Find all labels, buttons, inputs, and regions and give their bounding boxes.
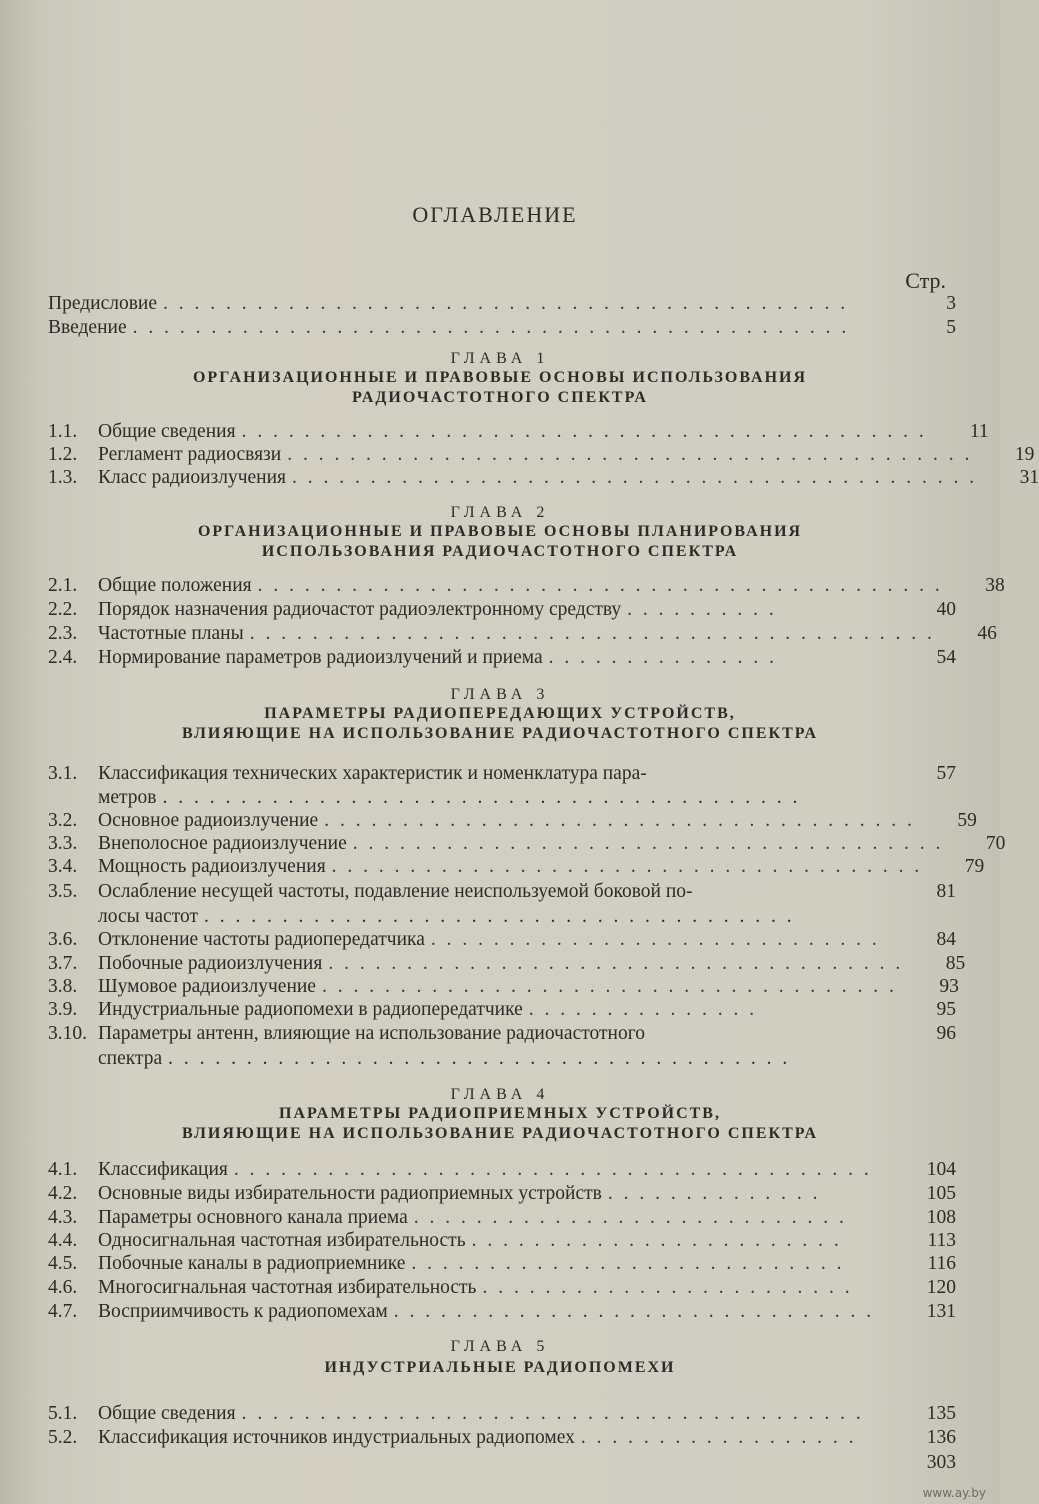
entry-number: 4.3.	[48, 1207, 78, 1228]
entry-number: 3.4.	[48, 856, 78, 877]
leader-dots: . . . . . . . . . . . . . . . . . . . . . . . . . . . . . . . . . . . . . . . . . . . .	[241, 421, 927, 442]
entry-number: 2.2.	[48, 599, 78, 620]
toc-entry[interactable]	[48, 880, 956, 904]
entry-text: Односигнальная частотная избирательность	[98, 1230, 466, 1251]
entry-number: 3.7.	[48, 953, 78, 974]
entry-page: 108	[926, 1207, 956, 1228]
toc-entry[interactable]	[48, 1229, 956, 1253]
entry-number: 4.1.	[48, 1159, 78, 1180]
last-page-number: 303	[926, 1452, 956, 1473]
toc-entry-continuation	[98, 1047, 956, 1071]
entry-number: 3.2.	[48, 810, 78, 831]
chapter-label: ГЛАВА 1	[450, 350, 550, 367]
entry-text: Восприимчивость к радиопомехам	[98, 1301, 388, 1322]
entry-page: 113	[927, 1230, 956, 1251]
leader-dots: . . . . . . . . . . . . . . . . . . . . . . . . . . . .	[413, 1207, 847, 1228]
entry-text: Шумовое радиоизлучение	[98, 976, 316, 997]
leader-dots: . . . . . . . . . . . . . . . . . . . . . . . . . . . .	[411, 1253, 845, 1274]
chapter-label: ГЛАВА 2	[450, 504, 550, 521]
leader-dots: . . . . . . . . . . . . . . . . . . . . . . . . . . . . . . . . . . . . .	[328, 953, 904, 974]
entry-number: 3.8.	[48, 976, 78, 997]
toc-entry[interactable]	[48, 1158, 956, 1182]
leader-dots: . . . . . . . . . . . . . . . . . .	[580, 1427, 857, 1448]
toc-entry[interactable]	[48, 1300, 956, 1324]
entry-text: Многосигнальная частотная избирательность	[98, 1277, 477, 1298]
toc-entry[interactable]	[48, 1022, 956, 1046]
leader-dots: . . . . . . . . . . . . . . . . . . . . . . . . . . . . . . . . . . . . .	[321, 976, 897, 997]
entry-text: Параметры антенн, влияющие на использование радиочастотного	[98, 1023, 645, 1044]
toc-entry[interactable]	[48, 1206, 956, 1230]
entry-text: Введение	[48, 317, 127, 338]
leader-dots: . . . . . . . . . . . . . . .	[548, 647, 777, 668]
chapter-title: ОРГАНИЗАЦИОННЫЕ И ПРАВОВЫЕ ОСНОВЫ ИСПОЛЬЗОВАНИЯ	[192, 369, 808, 386]
leader-dots: . . . . . . . . . . . . . .	[607, 1183, 821, 1204]
entry-page: 120	[926, 1277, 956, 1298]
chapter-title: ПАРАМЕТРЫ РАДИОПЕРЕДАЮЩИХ УСТРОЙСТВ,	[264, 705, 736, 722]
entry-number: 1.3.	[48, 467, 78, 488]
toc-entry[interactable]	[48, 1182, 956, 1206]
entry-page: 40	[936, 599, 956, 620]
entry-number: 2.1.	[48, 575, 78, 596]
leader-dots: . . . . . . . . . .	[627, 599, 777, 620]
leader-dots: . . . . . . . . . . . . . . .	[528, 999, 758, 1020]
toc-entry[interactable]	[48, 855, 985, 879]
toc-entry[interactable]	[48, 1252, 956, 1276]
leader-dots: . . . . . . . . . . . . . . . . . . . . . . . . . . . . . . . . . . . . . . . . .	[233, 1159, 872, 1180]
entry-page: 70	[985, 833, 1006, 854]
entry-text: Общие положения	[98, 575, 252, 596]
chapter-label: ГЛАВА 4	[450, 1086, 550, 1103]
entry-text: Побочные каналы в радиоприемнике	[98, 1253, 406, 1274]
leader-dots: . . . . . . . . . . . . . . . . . . . . . . . .	[482, 1277, 853, 1298]
entry-page: 96	[936, 1023, 956, 1044]
entry-page: 3	[946, 293, 956, 314]
leader-dots: . . . . . . . . . . . . . . . . . . . . . . . .	[471, 1230, 842, 1251]
leader-dots: . . . . . . . . . . . . . . . . . . . . . . . . . . . . . . . . . . . . . .	[352, 833, 944, 854]
entry-text: Классификация технических характеристик и номенклатура пара-	[98, 763, 647, 784]
toc-entry[interactable]	[48, 1402, 956, 1426]
entry-text: Отклонение частоты радиопередатчика	[98, 929, 425, 950]
entry-number: 2.3.	[48, 623, 78, 644]
chapter-title: РАДИОЧАСТОТНОГО СПЕКТРА	[352, 389, 648, 406]
toc-entry[interactable]	[48, 975, 959, 999]
entry-text: Регламент радиосвязи	[98, 444, 282, 465]
toc-entry[interactable]	[48, 998, 956, 1022]
entry-text: Основные виды избирательности радиоприемных устройств	[98, 1183, 602, 1204]
entry-number: 3.6.	[48, 929, 78, 950]
entry-page: 57	[936, 763, 956, 784]
entry-text-cont: метров	[98, 787, 157, 808]
entry-page: 104	[926, 1159, 956, 1180]
entry-text: Класс радиоизлучения	[98, 467, 287, 488]
chapter-title: ПАРАМЕТРЫ РАДИОПРИЕМНЫХ УСТРОЙСТВ,	[279, 1105, 721, 1122]
entry-number: 4.7.	[48, 1301, 78, 1322]
entry-text: Параметры основного канала приема	[98, 1207, 408, 1228]
leader-dots: . . . . . . . . . . . . . . . . . . . . . . . . . . . . . . . . . . . . . . . . . . . . . .	[132, 317, 850, 338]
entry-text: Частотные планы	[98, 623, 244, 644]
entry-page: 93	[939, 976, 959, 997]
toc-entry[interactable]	[48, 443, 1035, 467]
entry-page: 116	[927, 1253, 956, 1274]
toc-entry[interactable]	[48, 1426, 956, 1450]
entry-page: 81	[936, 881, 956, 902]
toc-entry[interactable]	[48, 1276, 956, 1300]
toc-entry[interactable]	[48, 646, 956, 670]
entry-text-cont: лосы частот	[98, 906, 198, 927]
toc-entry-preface[interactable]	[48, 292, 956, 316]
entry-page: 31	[1019, 467, 1039, 488]
leader-dots: . . . . . . . . . . . . . . . . . . . . . . . . . . . . . . . . . . . . . . . .	[168, 1048, 791, 1069]
entry-number: 5.1.	[48, 1403, 78, 1424]
chapter-label: ГЛАВА 5	[450, 1338, 550, 1355]
entry-page: 38	[985, 575, 1005, 596]
entry-number: 2.4.	[48, 647, 78, 668]
entry-text: Классификация	[98, 1159, 228, 1180]
entry-page: 59	[957, 810, 977, 831]
entry-text: Общие сведения	[98, 421, 236, 442]
entry-page: 85	[945, 953, 966, 974]
toc-entry[interactable]	[48, 809, 977, 833]
chapter-title: ВЛИЯЮЩИЕ НА ИСПОЛЬЗОВАНИЕ РАДИОЧАСТОТНОГО СПЕКТРА	[181, 1125, 819, 1142]
chapter-label: ГЛАВА 3	[450, 686, 550, 703]
leader-dots: . . . . . . . . . . . . . . . . . . . . . . . . . . . . . . . . . . . . . . . .	[241, 1403, 864, 1424]
entry-text: Побочные радиоизлучения	[98, 953, 323, 974]
entry-page: 131	[926, 1301, 956, 1322]
entry-number: 1.2.	[48, 444, 78, 465]
toc-entry[interactable]	[48, 466, 1039, 490]
leader-dots: . . . . . . . . . . . . . . . . . . . . . . . . . . . . . . . . . . . . . . . . .	[162, 787, 801, 808]
leader-dots: . . . . . . . . . . . . . . . . . . . . . . . . . . . . . . .	[393, 1301, 875, 1322]
entry-page: 135	[926, 1403, 956, 1424]
leader-dots: . . . . . . . . . . . . . . . . . . . . . . . . . . . . . . . . . . . . . .	[204, 906, 795, 927]
leader-dots: . . . . . . . . . . . . . . . . . . . . . . . . . . . . . . . . . . . . . . . . . . . .	[287, 444, 973, 465]
leader-dots: . . . . . . . . . . . . . . . . . . . . . . . . . . . . . . . . . . . . . . . . . . . .	[257, 575, 943, 596]
entry-text: Нормирование параметров радиоизлучений и приема	[98, 647, 543, 668]
toc-entry[interactable]	[48, 762, 956, 786]
entry-text: Порядок назначения радиочастот радиоэлектронному средству	[98, 599, 622, 620]
entry-text: Мощность радиоизлучения	[98, 856, 326, 877]
entry-text: Индустриальные радиопомехи в радиопередатчике	[98, 999, 523, 1020]
entry-text: Предисловие	[48, 293, 158, 314]
toc-entry[interactable]	[48, 622, 997, 646]
entry-text: Ослабление несущей частоты, подавление неиспользуемой боковой по-	[98, 881, 693, 902]
toc-entry[interactable]	[48, 832, 1006, 856]
entry-number: 4.4.	[48, 1230, 78, 1251]
entry-page: 19	[1014, 444, 1035, 465]
page-column-label: Стр.	[905, 268, 946, 293]
chapter-title: ИНДУСТРИАЛЬНЫЕ РАДИОПОМЕХИ	[324, 1359, 676, 1376]
toc-entry[interactable]	[48, 928, 956, 952]
entry-page: 46	[977, 623, 997, 644]
chapter-title: ВЛИЯЮЩИЕ НА ИСПОЛЬЗОВАНИЕ РАДИОЧАСТОТНОГО СПЕКТРА	[181, 725, 819, 742]
entry-number: 5.2.	[48, 1427, 78, 1448]
toc-entry-continuation	[98, 905, 956, 929]
leader-dots: . . . . . . . . . . . . . . . . . . . . . . . . . . . . . . . . . . . . . .	[331, 856, 923, 877]
page-title: ОГЛАВЛЕНИЕ	[412, 202, 578, 227]
leader-dots: . . . . . . . . . . . . . . . . . . . . . . . . . . . . . . . . . . . . . . . . . . . .	[249, 623, 935, 644]
entry-number: 3.1.	[48, 763, 78, 784]
entry-number: 4.5.	[48, 1253, 78, 1274]
entry-text: Основное радиоизлучение	[98, 810, 319, 831]
toc-entry-intro[interactable]	[48, 316, 956, 340]
entry-number: 3.3.	[48, 833, 78, 854]
leader-dots: . . . . . . . . . . . . . . . . . . . . . . . . . . . . . . . . . . . . . . . . . . . .	[163, 293, 849, 314]
entry-page: 95	[936, 999, 956, 1020]
entry-page: 136	[926, 1427, 956, 1448]
entry-number: 3.9.	[48, 999, 78, 1020]
entry-number: 3.10.	[48, 1023, 87, 1044]
entry-text: Общие сведения	[98, 1403, 236, 1424]
entry-number: 1.1.	[48, 421, 78, 442]
toc-entry[interactable]	[48, 420, 989, 444]
entry-number: 4.2.	[48, 1183, 78, 1204]
leader-dots: . . . . . . . . . . . . . . . . . . . . . . . . . . . . .	[430, 929, 880, 950]
entry-page: 84	[936, 929, 956, 950]
entry-page: 11	[969, 421, 989, 442]
entry-page: 5	[946, 317, 956, 338]
toc-entry[interactable]	[48, 598, 956, 622]
entry-text: Классификация источников индустриальных радиопомех	[98, 1427, 575, 1448]
chapter-title: ИСПОЛЬЗОВАНИЯ РАДИОЧАСТОТНОГО СПЕКТРА	[261, 543, 739, 560]
entry-text-cont: спектра	[98, 1048, 163, 1069]
entry-text: Внеполосное радиоизлучение	[98, 833, 347, 854]
entry-page: 54	[936, 647, 956, 668]
toc-entry[interactable]	[48, 952, 966, 976]
entry-number: 3.5.	[48, 881, 78, 902]
entry-page: 79	[964, 856, 985, 877]
leader-dots: . . . . . . . . . . . . . . . . . . . . . . . . . . . . . . . . . . . . . . . . . . . .	[292, 467, 978, 488]
entry-page: 105	[926, 1183, 956, 1204]
toc-entry[interactable]	[48, 574, 1005, 598]
leader-dots: . . . . . . . . . . . . . . . . . . . . . . . . . . . . . . . . . . . . . .	[324, 810, 915, 831]
watermark: www.ay.by	[922, 1486, 986, 1500]
entry-number: 4.6.	[48, 1277, 78, 1298]
toc-entry-continuation	[98, 786, 956, 810]
chapter-title: ОРГАНИЗАЦИОННЫЕ И ПРАВОВЫЕ ОСНОВЫ ПЛАНИРОВАНИЯ	[197, 523, 803, 540]
